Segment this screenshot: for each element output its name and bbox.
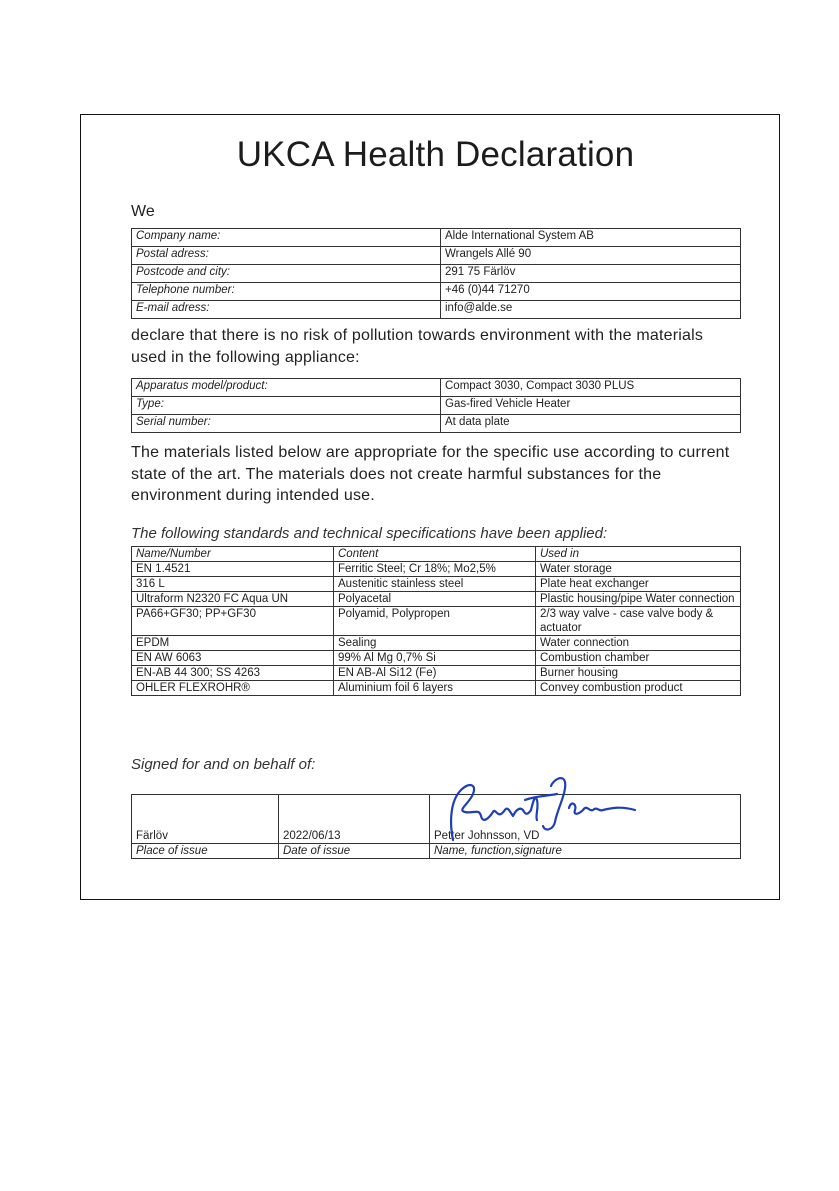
table-row xyxy=(132,379,741,397)
place-label-cell: Place of issue xyxy=(132,844,279,859)
column-header-name: Name/Number xyxy=(132,547,334,562)
company-label-cell: Postal adress: xyxy=(132,247,441,265)
table-row xyxy=(132,415,741,433)
company-table xyxy=(131,228,741,319)
column-header-used-in: Used in xyxy=(536,547,741,562)
cell-used-in: Burner housing xyxy=(536,666,741,681)
column-header-content: Content xyxy=(334,547,536,562)
date-value-cell: 2022/06/13 xyxy=(279,795,430,844)
materials-statement: The materials listed below are appropriate for the specific use according to current state of the art. The materials does not create harmful substances for the environment during intended use. xyxy=(131,444,730,504)
cell-content: Aluminium foil 6 layers xyxy=(334,681,536,696)
cell-used-in: Water storage xyxy=(536,562,741,577)
cell-name: EN-AB 44 300; SS 4263 xyxy=(132,666,334,681)
table-row xyxy=(132,577,741,592)
document-title: UKCA Health Declaration xyxy=(236,135,635,174)
we-label: We xyxy=(131,203,155,220)
table-row xyxy=(132,681,741,696)
cell-content: Ferritic Steel; Cr 18%; Mo2,5% xyxy=(334,562,536,577)
cell-name: Ultraform N2320 FC Aqua UN xyxy=(132,592,334,607)
company-value-cell: Wrangels Allé 90 xyxy=(441,247,741,265)
table-row xyxy=(132,301,741,319)
cell-content: Polyacetal xyxy=(334,592,536,607)
declare-paragraph: declare that there is no risk of pollution towards environment with the materials used in the following appliance: xyxy=(131,327,704,366)
appliance-table xyxy=(131,378,741,433)
table-row xyxy=(132,562,741,577)
table-row xyxy=(132,397,741,415)
cell-name: OHLER FLEXROHR® xyxy=(132,681,334,696)
table-row xyxy=(132,283,741,301)
cell-used-in: Combustion chamber xyxy=(536,651,741,666)
standards-heading: The following standards and technical specifications have been applied: xyxy=(131,525,608,542)
table-row xyxy=(132,795,741,844)
table-row xyxy=(132,666,741,681)
table-row xyxy=(132,651,741,666)
appliance-label-cell: Type: xyxy=(132,397,441,415)
cell-used-in: Water connection xyxy=(536,636,741,651)
table-row xyxy=(132,265,741,283)
cell-used-in: Convey combustion product xyxy=(536,681,741,696)
table-row xyxy=(132,247,741,265)
cell-used-in: 2/3 way valve - case valve body & actuator xyxy=(536,607,741,636)
name-value-cell: Petter Johnsson, VD xyxy=(430,795,741,844)
cell-content: Sealing xyxy=(334,636,536,651)
company-value-cell: +46 (0)44 71270 xyxy=(441,283,741,301)
company-value-cell: 291 75 Färlöv xyxy=(441,265,741,283)
place-value-cell: Färlöv xyxy=(132,795,279,844)
company-label-cell: Company name: xyxy=(132,229,441,247)
table-row xyxy=(132,229,741,247)
company-label-cell: E-mail adress: xyxy=(132,301,441,319)
appliance-label-cell: Serial number: xyxy=(132,415,441,433)
appliance-value-cell: At data plate xyxy=(441,415,741,433)
signature-table xyxy=(131,794,741,859)
cell-name: EN AW 6063 xyxy=(132,651,334,666)
company-label-cell: Postcode and city: xyxy=(132,265,441,283)
signed-heading: Signed for and on behalf of: xyxy=(131,756,316,773)
cell-content: 99% Al Mg 0,7% Si xyxy=(334,651,536,666)
cell-content: Austenitic stainless steel xyxy=(334,577,536,592)
cell-used-in: Plate heat exchanger xyxy=(536,577,741,592)
table-row xyxy=(132,607,741,636)
cell-content: EN AB-Al Si12 (Fe) xyxy=(334,666,536,681)
name-label-cell: Name, function,signature xyxy=(430,844,741,859)
cell-used-in: Plastic housing/pipe Water connection xyxy=(536,592,741,607)
table-row xyxy=(132,844,741,859)
table-row xyxy=(132,636,741,651)
company-value-cell: info@alde.se xyxy=(441,301,741,319)
cell-name: PA66+GF30; PP+GF30 xyxy=(132,607,334,636)
cell-content: Polyamid, Polypropen xyxy=(334,607,536,636)
declaration-document xyxy=(80,114,780,900)
cell-name: EPDM xyxy=(132,636,334,651)
appliance-value-cell: Compact 3030, Compact 3030 PLUS xyxy=(441,379,741,397)
table-row xyxy=(132,592,741,607)
standards-table xyxy=(131,546,741,696)
cell-name: 316 L xyxy=(132,577,334,592)
cell-name: EN 1.4521 xyxy=(132,562,334,577)
appliance-value-cell: Gas-fired Vehicle Heater xyxy=(441,397,741,415)
company-label-cell: Telephone number: xyxy=(132,283,441,301)
table-header-row xyxy=(132,547,741,562)
company-value-cell: Alde International System AB xyxy=(441,229,741,247)
date-label-cell: Date of issue xyxy=(279,844,430,859)
appliance-label-cell: Apparatus model/product: xyxy=(132,379,441,397)
